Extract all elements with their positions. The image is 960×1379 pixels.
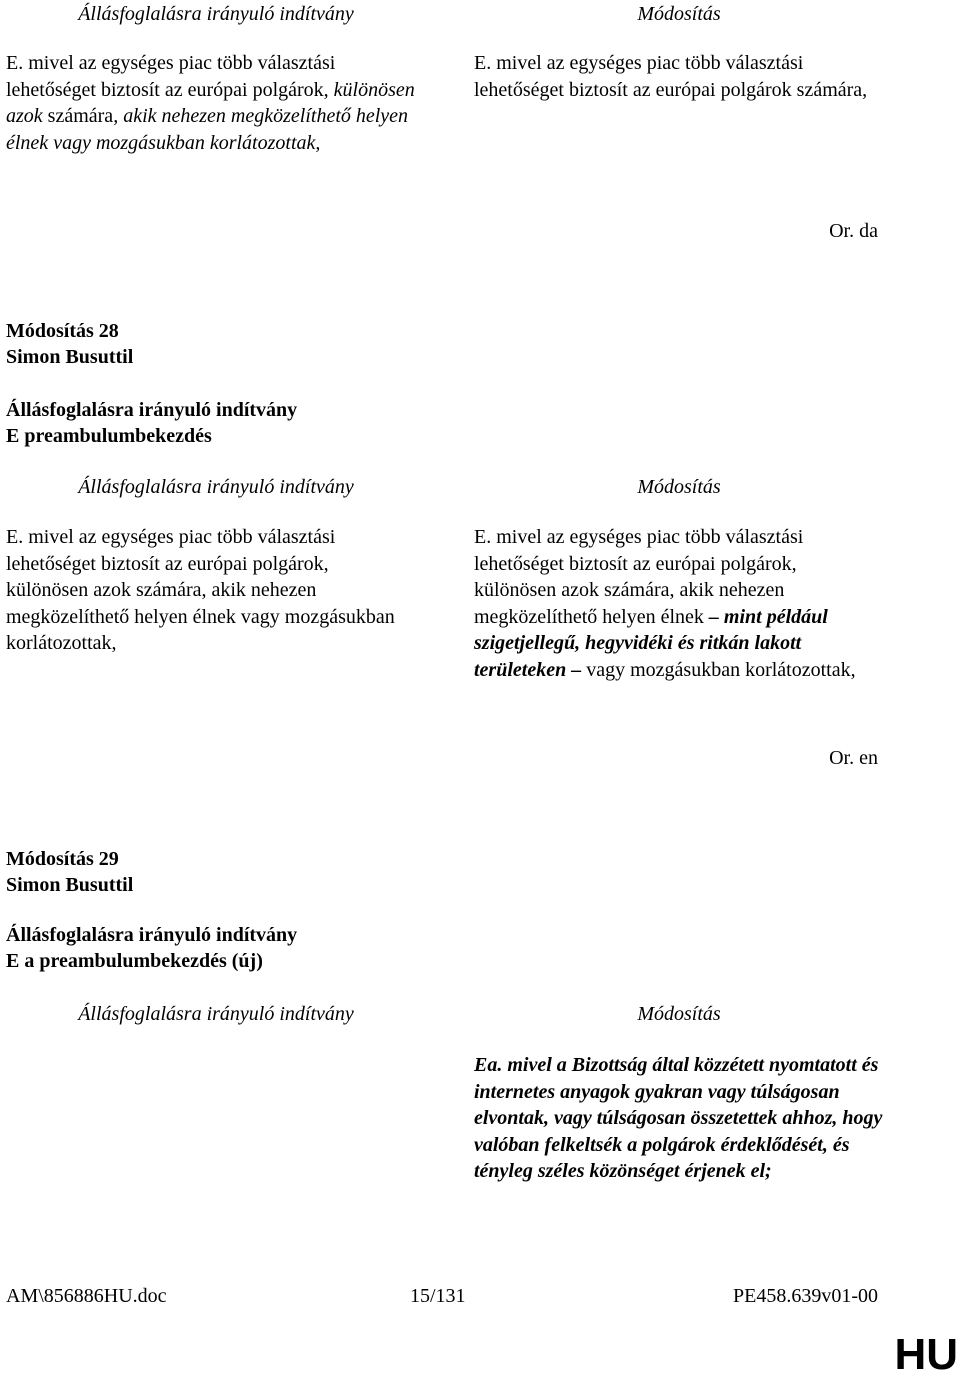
text-run: – mint például szigetjellegű, hegyvidéki és ritkán lakott területeken –	[474, 605, 828, 681]
document-type: Állásfoglalásra irányuló indítvány	[6, 399, 298, 421]
amendment-author: Simon Busuttil	[6, 346, 134, 368]
original-language: Or. en	[829, 747, 878, 769]
right-column-header: Módosítás	[637, 1003, 721, 1025]
document-reference: AM\856886HU.doc	[6, 1285, 167, 1307]
page-number: 15/131	[410, 1285, 466, 1307]
amended-section: E a preambulumbekezdés (új)	[6, 950, 263, 972]
amended-text: E. mivel az egységes piac több választási lehetőséget biztosít az európai polgárok számára,	[474, 52, 868, 101]
amended-text	[474, 524, 874, 683]
language-code: HU	[894, 1330, 958, 1379]
pe-reference: PE458.639v01-00	[733, 1285, 878, 1307]
left-column-header: Állásfoglalásra irányuló indítvány	[78, 476, 354, 498]
text-run: számára	[42, 105, 114, 127]
text-run: E. mivel az egységes piac több választási lehetőséget biztosít az európai polgárok,	[6, 52, 336, 101]
document-type: Állásfoglalásra irányuló indítvány	[6, 924, 298, 946]
text-run: , akik nehezen megközelíthető helyen élnek vagy mozgásukban korlátozottak,	[6, 105, 409, 154]
left-column-header: Állásfoglalásra irányuló indítvány	[78, 3, 354, 25]
text-run: vagy mozgásukban korlátozottak,	[581, 658, 856, 681]
text-run: különösen azok	[6, 78, 415, 127]
original-text: E. mivel az egységes piac több választási lehetőséget biztosít az európai polgárok, különösen azok számára, akik nehezen megközelíthető helyen élnek vagy mozgásukban korlátozottak,	[6, 526, 395, 654]
amended-text: Ea. mivel a Bizottság által közzétett nyomtatott és internetes anyagok gyakran vagy túlságosan elvontak, vagy túlságosan összetettek ahhoz, hogy valóban felkeltsék a polgárok érdeklődését, és tényleg széles közönséget érjenek el;	[474, 1054, 883, 1182]
amendment-number: Módosítás 29	[6, 848, 119, 870]
text-run: E. mivel az egységes piac több választási lehetőséget biztosít az európai polgárok, különösen azok számára, akik nehezen megközelíthető helyen élnek	[474, 526, 804, 628]
amendment-author: Simon Busuttil	[6, 874, 134, 896]
amended-section: E preambulumbekezdés	[6, 425, 212, 447]
right-column-header: Módosítás	[637, 476, 721, 498]
original-text	[6, 50, 426, 156]
left-column-header: Állásfoglalásra irányuló indítvány	[78, 1003, 354, 1025]
right-column-header: Módosítás	[637, 3, 721, 25]
original-language: Or. da	[829, 220, 878, 242]
amendment-number: Módosítás 28	[6, 320, 119, 342]
